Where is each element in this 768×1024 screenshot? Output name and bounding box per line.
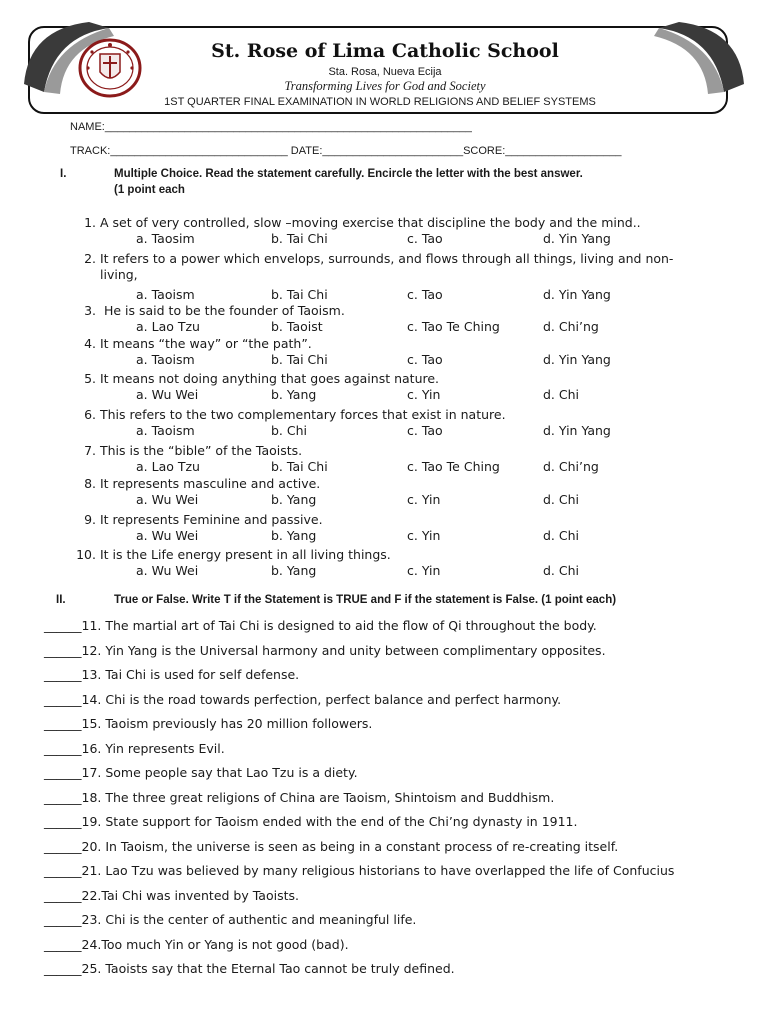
- option-a[interactable]: a. Taoism: [136, 423, 195, 438]
- true-false-item[interactable]: ______20. In Taoism, the universe is seen as being in a constant process of re-creating itself.: [44, 838, 619, 854]
- question-number: 1.: [84, 215, 96, 230]
- true-false-item[interactable]: ______12. Yin Yang is the Universal harmony and unity between complimentary opposites.: [44, 642, 606, 658]
- track-date-score-field[interactable]: TRACK:_____________________________ DATE:_______________________SCORE:___________________: [70, 145, 622, 157]
- option-a[interactable]: a. Lao Tzu: [136, 459, 200, 474]
- true-false-item[interactable]: ______24.Too much Yin or Yang is not good (bad).: [44, 936, 349, 952]
- question-text: It means “the way” or “the path”.: [100, 336, 312, 351]
- school-seal-logo: [78, 38, 142, 98]
- section-1-instruction: Multiple Choice. Read the statement carefully. Encircle the letter with the best answer.: [114, 168, 583, 180]
- question-text: It represents masculine and active.: [100, 476, 321, 491]
- option-d[interactable]: d. Yin Yang: [543, 423, 611, 438]
- true-false-item[interactable]: ______14. Chi is the road towards perfection, perfect balance and perfect harmony.: [44, 691, 562, 707]
- question-2: [72, 251, 702, 283]
- option-a[interactable]: a. Taoism: [136, 352, 195, 367]
- question-6: [72, 407, 702, 423]
- question-text-cont: living,: [100, 267, 138, 282]
- option-c[interactable]: c. Yin: [407, 387, 441, 402]
- question-number: 4.: [84, 336, 96, 351]
- section-2-numeral: II.: [56, 594, 66, 606]
- question-5: [72, 371, 702, 387]
- option-b[interactable]: b. Yang: [271, 492, 317, 507]
- question-text: This is the “bible” of the Taoists.: [100, 443, 303, 458]
- question-1: [72, 215, 702, 231]
- name-field[interactable]: NAME:____________________________________________________________: [70, 121, 472, 133]
- question-3: [72, 303, 702, 319]
- option-a[interactable]: a. Wu Wei: [136, 528, 199, 543]
- true-false-item[interactable]: ______17. Some people say that Lao Tzu is a diety.: [44, 765, 358, 780]
- option-b[interactable]: b. Tai Chi: [271, 231, 328, 246]
- question-number: 9.: [84, 512, 96, 527]
- question-8: [72, 476, 702, 492]
- option-d[interactable]: d. Yin Yang: [543, 287, 611, 302]
- option-b[interactable]: b. Taoist: [271, 319, 323, 334]
- question-number: 3.: [84, 303, 96, 318]
- option-b[interactable]: b. Tai Chi: [271, 459, 328, 474]
- question-text: This refers to the two complementary forces that exist in nature.: [100, 407, 506, 422]
- option-a[interactable]: a. Lao Tzu: [136, 319, 200, 334]
- option-c[interactable]: c. Tao: [407, 287, 443, 302]
- option-c[interactable]: c. Tao Te Ching: [407, 459, 500, 474]
- ribbon-decoration-right: [644, 14, 754, 94]
- true-false-item[interactable]: ______13. Tai Chi is used for self defense.: [44, 667, 300, 682]
- option-c[interactable]: c. Tao: [407, 423, 443, 438]
- question-7: [72, 443, 702, 459]
- option-b[interactable]: b. Chi: [271, 423, 308, 438]
- true-false-item[interactable]: ______16. Yin represents Evil.: [44, 740, 225, 756]
- option-a[interactable]: a. Wu Wei: [136, 563, 199, 578]
- true-false-item[interactable]: ______22.Tai Chi was invented by Taoists.: [44, 887, 299, 903]
- option-d[interactable]: d. Chi: [543, 492, 580, 507]
- option-d[interactable]: d. Yin Yang: [543, 231, 611, 246]
- question-number: 7.: [84, 443, 96, 458]
- school-name: St. Rose of Lima Catholic School: [211, 40, 559, 62]
- question-text: A set of very controlled, slow –moving exercise that discipline the body and the mind..: [100, 215, 641, 230]
- true-false-item[interactable]: ______21. Lao Tzu was believed by many religious historians to have overlapped the life of Confucius: [44, 863, 675, 878]
- question-text: He is said to be the founder of Taoism.: [100, 303, 345, 318]
- school-motto: Transforming Lives for God and Society: [284, 79, 486, 93]
- true-false-item[interactable]: ______18. The three great religions of China are Taoism, Shintoism and Buddhism.: [44, 789, 555, 805]
- option-d[interactable]: d. Chi: [543, 387, 580, 402]
- option-d[interactable]: d. Yin Yang: [543, 352, 611, 367]
- option-c[interactable]: c. Tao: [407, 231, 443, 246]
- question-number: 8.: [84, 476, 96, 491]
- section-1-numeral: I.: [60, 168, 67, 180]
- option-c[interactable]: c. Tao Te Ching: [407, 319, 500, 334]
- option-d[interactable]: d. Chi’ng: [543, 319, 599, 334]
- option-d[interactable]: d. Chi’ng: [543, 459, 599, 474]
- true-false-item[interactable]: ______25. Taoists say that the Eternal Tao cannot be truly defined.: [44, 961, 455, 976]
- true-false-item[interactable]: ______23. Chi is the center of authentic and meaningful life.: [44, 912, 417, 927]
- option-b[interactable]: b. Tai Chi: [271, 352, 328, 367]
- question-text: It is the Life energy present in all living things.: [100, 547, 391, 562]
- question-number: 2.: [84, 251, 96, 266]
- section-2-instruction: True or False. Write T if the Statement is TRUE and F if the statement is False. (1 point each): [114, 594, 617, 606]
- option-b[interactable]: b. Yang: [271, 528, 317, 543]
- question-text: It refers to a power which envelops, surrounds, and flows through all things, living and non-: [100, 251, 674, 266]
- option-c[interactable]: c. Tao: [407, 352, 443, 367]
- section-1-instruction-cont: (1 point each: [114, 184, 185, 196]
- option-b[interactable]: b. Yang: [271, 563, 317, 578]
- question-text: It represents Feminine and passive.: [100, 512, 323, 527]
- exam-title: 1ST QUARTER FINAL EXAMINATION IN WORLD RELIGIONS AND BELIEF SYSTEMS: [164, 96, 596, 108]
- option-a[interactable]: a. Taosim: [136, 231, 195, 246]
- true-false-item[interactable]: ______11. The martial art of Tai Chi is designed to aid the flow of Qi throughout the body.: [44, 618, 597, 633]
- option-c[interactable]: c. Yin: [407, 492, 441, 507]
- option-b[interactable]: b. Yang: [271, 387, 317, 402]
- option-d[interactable]: d. Chi: [543, 563, 580, 578]
- question-number: 5.: [84, 371, 96, 386]
- option-a[interactable]: a. Wu Wei: [136, 492, 199, 507]
- question-4: [72, 336, 702, 352]
- option-b[interactable]: b. Tai Chi: [271, 287, 328, 302]
- true-false-item[interactable]: ______19. State support for Taoism ended with the end of the Chi’ng dynasty in 1911.: [44, 814, 578, 829]
- option-a[interactable]: a. Wu Wei: [136, 387, 199, 402]
- option-c[interactable]: c. Yin: [407, 563, 441, 578]
- option-a[interactable]: a. Taoism: [136, 287, 195, 302]
- school-address: Sta. Rosa, Nueva Ecija: [328, 66, 442, 78]
- option-d[interactable]: d. Chi: [543, 528, 580, 543]
- question-9: [72, 512, 702, 528]
- question-10: [72, 547, 702, 563]
- true-false-item[interactable]: ______15. Taoism previously has 20 million followers.: [44, 716, 373, 731]
- option-c[interactable]: c. Yin: [407, 528, 441, 543]
- question-number: 10.: [76, 547, 96, 562]
- question-text: It means not doing anything that goes against nature.: [100, 371, 440, 386]
- question-number: 6.: [84, 407, 96, 422]
